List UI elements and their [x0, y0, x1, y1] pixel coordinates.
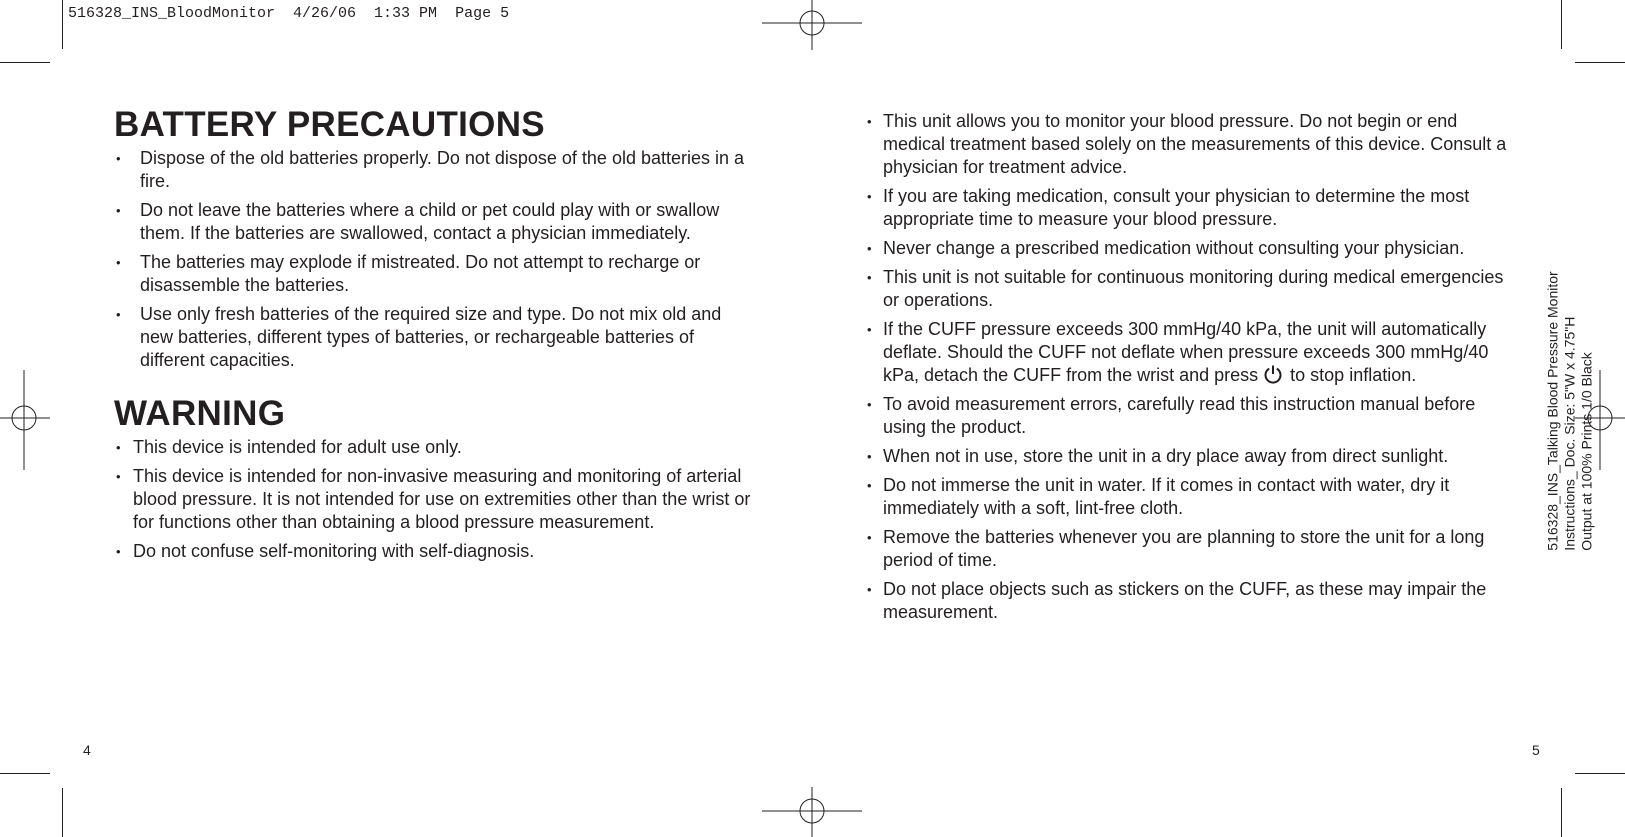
list-item: • When not in use, store the unit in a dry place away from direct sunlight. [866, 445, 1516, 468]
page-number-right: 5 [1532, 742, 1540, 758]
left-page-content [114, 105, 754, 569]
warning-list-continued [866, 110, 1516, 624]
crop-mark [62, 0, 63, 49]
list-item: • Do not immerse the unit in water. If it comes in contact with water, dry it immediately with a soft, lint-free cloth. [866, 474, 1516, 520]
print-info-line: Output at 100% Prints 1/0 Black [1578, 352, 1595, 551]
list-item: • Remove the batteries whenever you are planning to store the unit for a long period of time. [866, 526, 1516, 572]
print-slug: 516328_INS_BloodMonitor 4/26/06 1:33 PM Page 5 [68, 5, 510, 22]
crop-mark [1575, 773, 1625, 774]
list-item: • Never change a prescribed medication without consulting your physician. [866, 237, 1516, 260]
print-info-note [1545, 271, 1596, 550]
print-info-line: Instructions_ Doc. Size: 5"W x 4.75"H [1561, 316, 1578, 551]
list-item-text: If the CUFF pressure exceeds 300 mmHg/40 kPa, the unit will automatically deflate. Should the CUFF not deflate when pressure exceeds 300 mmHg/40 kPa, detach the CUFF from the wrist and press [883, 319, 1489, 385]
list-item: • Dispose of the old batteries properly. Do not dispose of the old batteries in a fire. [114, 147, 754, 193]
list-item: • This device is intended for adult use only. [114, 436, 754, 459]
list-item-text: to stop inflation. [1290, 365, 1417, 385]
list-item: • To avoid measurement errors, carefully read this instruction manual before using the product. [866, 393, 1516, 439]
crop-mark [0, 773, 50, 774]
print-info-line: 516328_INS_Talking Blood Pressure Monitor [1544, 271, 1561, 551]
crop-mark [62, 788, 63, 837]
list-item: • This unit allows you to monitor your blood pressure. Do not begin or end medical treatment based solely on the measurements of this device. Consult a physician for treatment advice. [866, 110, 1516, 179]
crop-mark [0, 62, 50, 63]
list-item: • This device is intended for non-invasive measuring and monitoring of arterial blood pressure. It is not intended for use on extremities other than the wrist or for functions other than obtaining a blood pressure measurement. [114, 465, 754, 534]
warning-heading: WARNING [114, 394, 286, 433]
right-page-content [866, 110, 1516, 630]
battery-precautions-list [114, 147, 754, 372]
crop-mark [1575, 62, 1625, 63]
list-item: • The batteries may explode if mistreated. Do not attempt to recharge or disassemble the batteries. [114, 251, 754, 297]
list-item: • Use only fresh batteries of the required size and type. Do not mix old and new batteries, different types of batteries, or rechargeable batteries of different capacities. [114, 303, 754, 372]
power-icon [1262, 364, 1284, 384]
registration-mark-left [0, 370, 50, 470]
page-number-left: 4 [83, 742, 91, 758]
list-item: • If you are taking medication, consult your physician to determine the most appropriate time to measure your blood pressure. [866, 185, 1516, 231]
list-item: • Do not leave the batteries where a child or pet could play with or swallow them. If the batteries are swallowed, contact a physician immediately. [114, 199, 754, 245]
registration-mark-top [762, 0, 862, 50]
warning-list [114, 436, 754, 563]
list-item: • Do not confuse self-monitoring with self-diagnosis. [114, 540, 754, 563]
battery-precautions-heading: BATTERY PRECAUTIONS [114, 105, 545, 144]
crop-mark [1561, 788, 1562, 837]
registration-mark-bottom [762, 787, 862, 837]
list-item: • This unit is not suitable for continuous monitoring during medical emergencies or operations. [866, 266, 1516, 312]
crop-mark [1561, 0, 1562, 49]
list-item: • Do not place objects such as stickers on the CUFF, as these may impair the measurement. [866, 578, 1516, 624]
list-item [866, 318, 1516, 387]
